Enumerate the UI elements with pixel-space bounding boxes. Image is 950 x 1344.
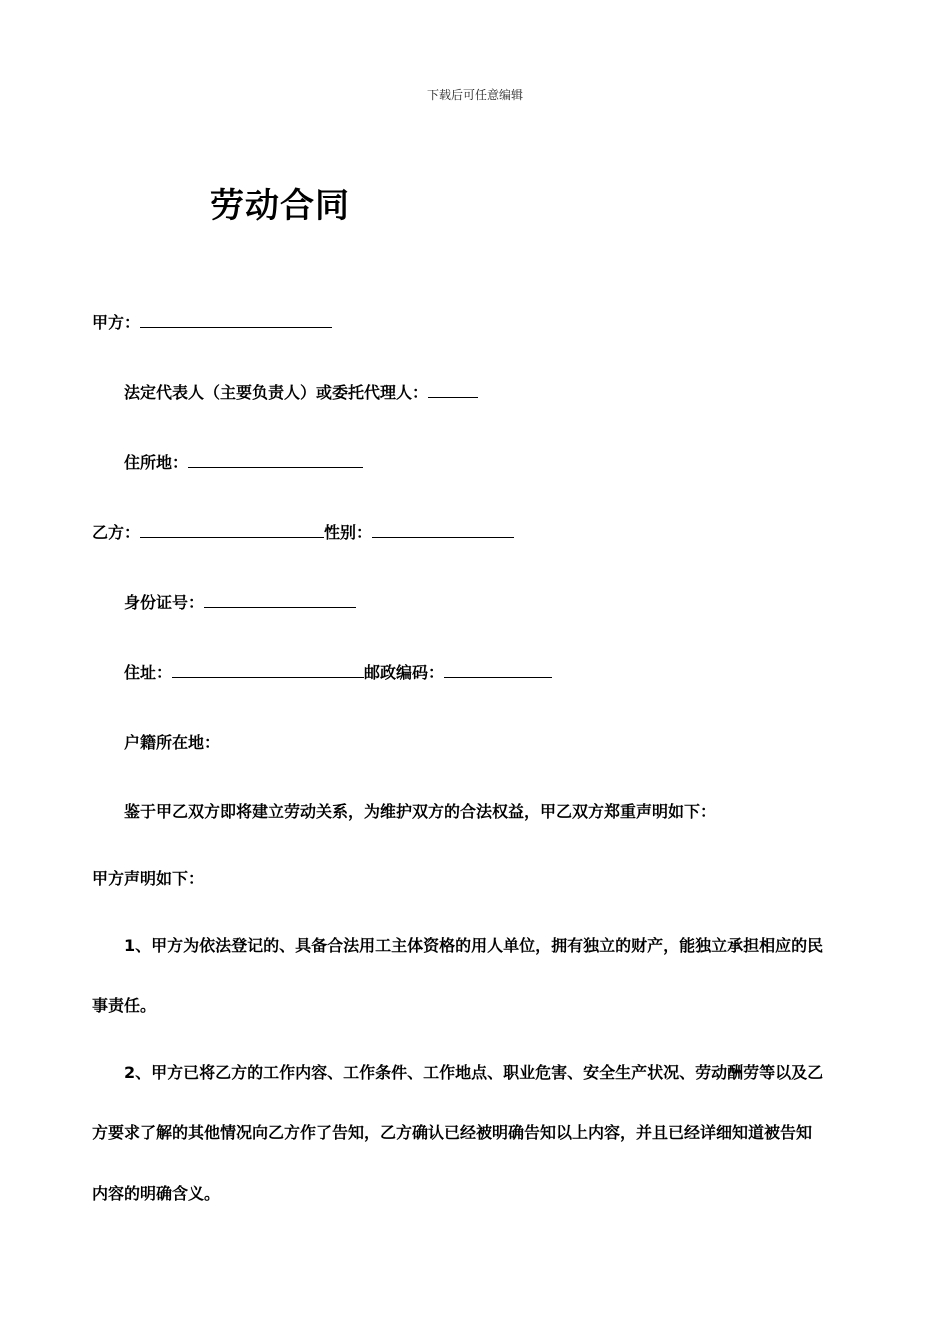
party-b-address-line: [124, 660, 552, 683]
household-line: [124, 730, 220, 753]
party-b-address-blank[interactable]: [172, 661, 364, 678]
representative-line: [124, 380, 478, 403]
party-a-statement-heading: 甲方声明如下：: [92, 869, 205, 888]
representative-blank[interactable]: [428, 381, 478, 398]
id-number-blank[interactable]: [204, 591, 356, 608]
party-b-blank[interactable]: [140, 521, 324, 538]
party-a-address-blank[interactable]: [188, 451, 363, 468]
party-b-line: [92, 520, 514, 543]
clause-2-line-2: 方要求了解的其他情况向乙方作了告知，乙方确认已经被明确告知以上内容，并且已经详细知道被告知: [92, 1123, 813, 1142]
id-number-label: 身份证号：: [124, 593, 205, 612]
page-header: 下载后可任意编辑: [426, 88, 523, 102]
document-title: 劳动合同: [210, 186, 350, 226]
household-label: 户籍所在地：: [124, 733, 221, 752]
party-b-address-label: 住址：: [124, 663, 173, 682]
party-a-label: 甲方：: [92, 313, 141, 332]
clause-2-line-1: 2、甲方已将乙方的工作内容、工作条件、工作地点、职业危害、安全生产状况、劳动酬劳等以及乙: [124, 1063, 824, 1082]
party-a-address-label: 住所地：: [124, 453, 189, 472]
clause-2-line-3: 内容的明确含义。: [92, 1184, 221, 1203]
clause-1-line-2: 事责任。: [92, 996, 157, 1015]
gender-label: 性别：: [324, 523, 373, 542]
preamble: 鉴于甲乙双方即将建立劳动关系，为维护双方的合法权益，甲乙双方郑重声明如下：: [124, 802, 717, 821]
party-a-address-line: [124, 450, 363, 473]
party-a-line: [92, 310, 332, 333]
id-number-line: [124, 590, 356, 613]
party-a-blank[interactable]: [140, 311, 332, 328]
postcode-label: 邮政编码：: [364, 663, 445, 682]
gender-blank[interactable]: [372, 521, 514, 538]
representative-label: 法定代表人（主要负责人）或委托代理人：: [124, 383, 429, 402]
postcode-blank[interactable]: [444, 661, 552, 678]
party-b-label: 乙方：: [92, 523, 141, 542]
clause-1-line-1: 1、甲方为依法登记的、具备合法用工主体资格的用人单位，拥有独立的财产，能独立承担相应的民: [124, 936, 824, 955]
